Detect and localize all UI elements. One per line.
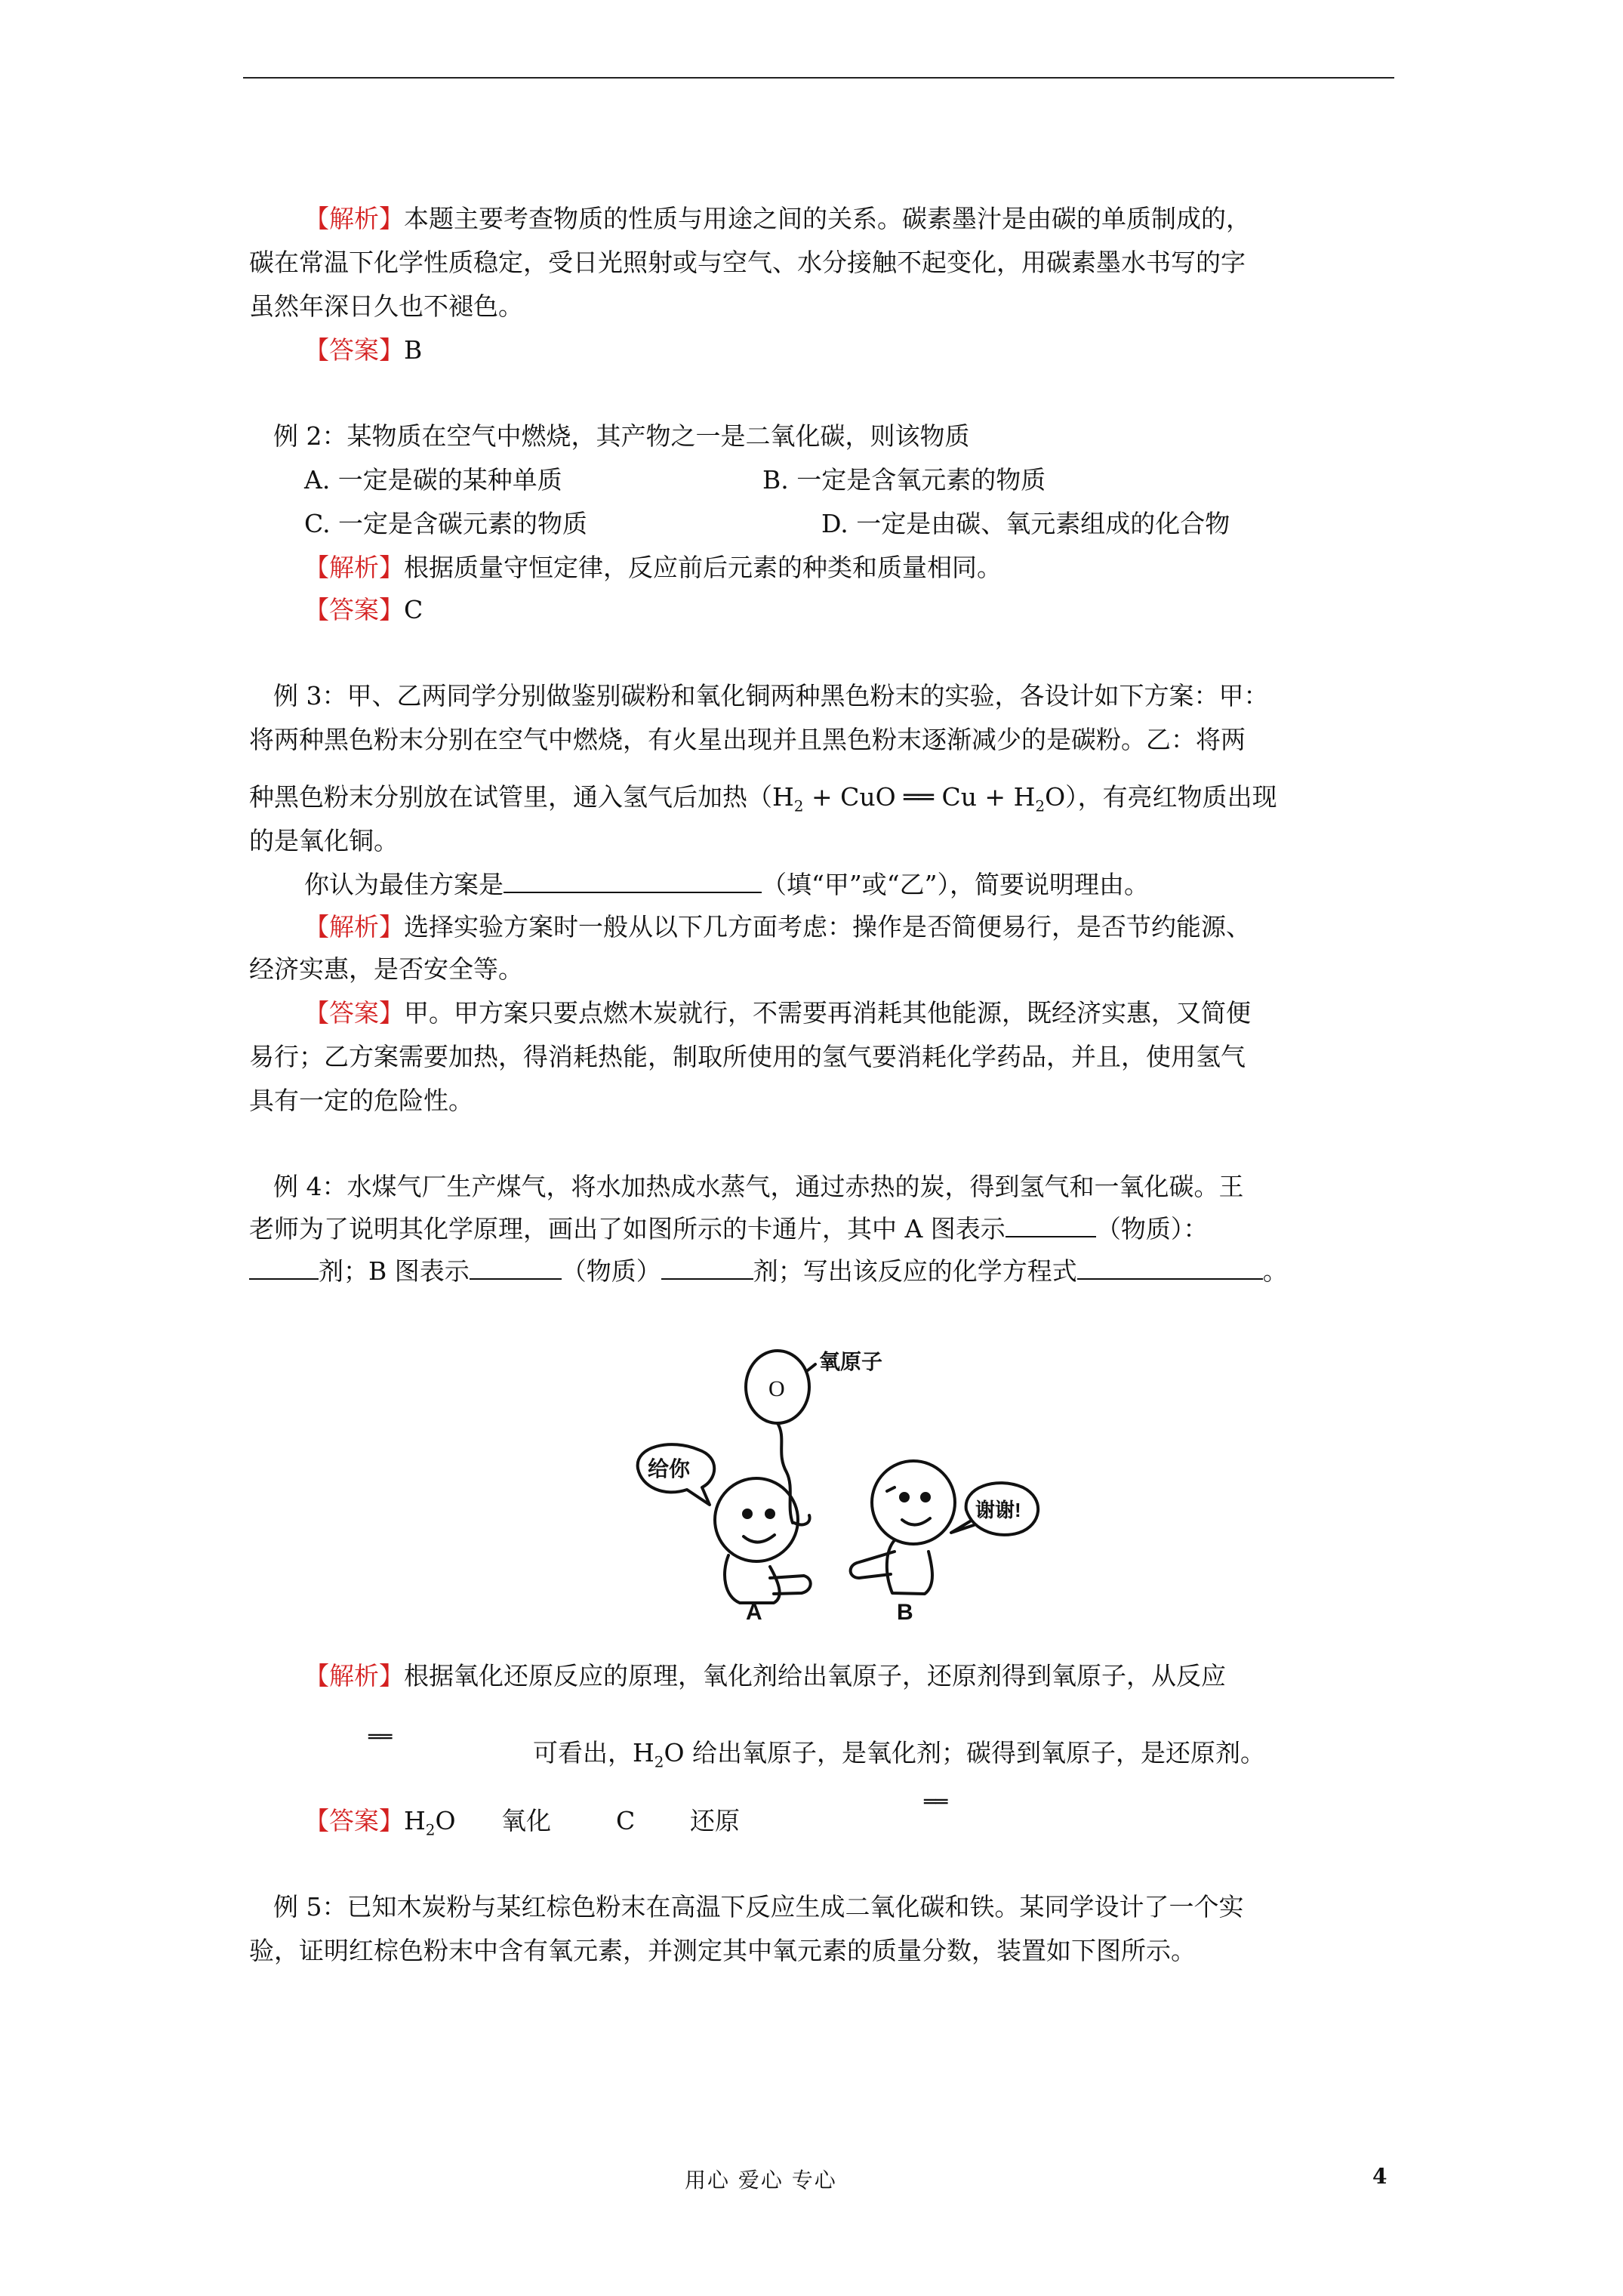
- give-you-label: 给你: [648, 1457, 691, 1481]
- ex3-question-line5: 你认为最佳方案是 （填“甲”或“乙”），简要说明理由。: [304, 870, 1149, 899]
- ex5-question-line1: 例 5：已知木炭粉与某红棕色粉末在高温下反应生成二氧化碳和铁。某同学设计了一个实: [273, 1892, 1244, 1922]
- figure-label-a: A: [746, 1600, 762, 1623]
- ex3-analysis-line2: 经济实惠，是否安全等。: [249, 954, 523, 984]
- ex3-question-line3: 种黑色粉末分别放在试管里，通入氢气后加热（$H_2$ + CuO ══ $Cu + H_2O$），有亮红物质出现: [249, 782, 1277, 815]
- ex4-answer-oxidizer: 氧化: [501, 1806, 551, 1835]
- ex1-analysis-line3: 虽然年深日久也不褪色。: [249, 291, 523, 321]
- thanks-label: 谢谢!: [975, 1499, 1021, 1521]
- character-a-head: [715, 1478, 798, 1561]
- ex4-answer-reducer: 还原: [690, 1806, 740, 1835]
- reaction-equals-sign: ══: [924, 1791, 948, 1814]
- ex1-analysis-line2: 碳在常温下化学性质稳定，受日光照射或与空气、水分接触不起变化，用碳素墨水书写的字: [249, 248, 1246, 277]
- fill-blank[interactable]: [661, 1256, 753, 1280]
- ex2-analysis: 【解析】根据质量守恒定律，反应前后元素的种类和质量相同。: [304, 553, 1002, 582]
- ex1-analysis-line1: 【解析】本题主要考查物质的性质与用途之间的关系。碳素墨汁是由碳的单质制成的，: [304, 204, 1251, 233]
- ex3-question-line1: 例 3：甲、乙两同学分别做鉴别碳粉和氧化铜两种黑色粉末的实验，各设计如下方案：甲：: [273, 681, 1269, 710]
- fill-blank[interactable]: [470, 1256, 562, 1280]
- cartoon-figure: [589, 1325, 1087, 1623]
- figure-label-b: B: [897, 1600, 913, 1623]
- ex2-option-c: C. 一定是含碳元素的物质: [304, 509, 588, 538]
- header-rule: [243, 77, 1394, 79]
- character-b-head: [872, 1461, 955, 1544]
- ex3-question-line2: 将两种黑色粉末分别在空气中燃烧，有火星出现并且黑色粉末逐渐减少的是碳粉。乙：将两: [249, 725, 1246, 754]
- answer-tag: 【答案】: [304, 998, 404, 1028]
- analysis-tag: 【解析】: [304, 912, 404, 942]
- ex2-question: 例 2：某物质在空气中燃烧，其产物之一是二氧化碳，则该物质: [273, 421, 970, 451]
- reaction-equals-sign: ══: [368, 1726, 393, 1749]
- ex4-question-line1: 例 4：水煤气厂生产煤气，将水加热成水蒸气，通过赤热的炭，得到氢气和一氧化碳。王: [273, 1172, 1244, 1201]
- ex3-question-line4: 的是氧化铜。: [249, 826, 399, 855]
- analysis-tag: 【解析】: [304, 553, 404, 582]
- ex3-answer-line3: 具有一定的危险性。: [249, 1086, 473, 1115]
- ex4-analysis-line1: 【解析】根据氧化还原反应的原理，氧化剂给出氧原子，还原剂得到氧原子，从反应: [304, 1661, 1226, 1690]
- ex4-answer: 【答案】$H_2O$: [304, 1806, 456, 1839]
- ex4-question-line2: 老师为了说明其化学原理，画出了如图所示的卡通片，其中 A 图表示 （物质）：: [249, 1214, 1209, 1244]
- ex4-analysis-line2: 可看出，$H_2O$ 给出氧原子，是氧化剂；碳得到氧原子，是还原剂。: [533, 1738, 1266, 1771]
- ex3-answer-line2: 易行；乙方案需要加热，得消耗热能，制取所使用的氢气要消耗化学药品，并且，使用氢气: [249, 1042, 1246, 1071]
- fill-blank[interactable]: [249, 1256, 319, 1280]
- fill-blank[interactable]: [1006, 1213, 1096, 1237]
- ex1-answer: 【答案】B: [304, 335, 423, 365]
- oxygen-atom-label: 氧原子: [819, 1350, 883, 1373]
- ex2-option-d: D. 一定是由碳、氧元素组成的化合物: [821, 509, 1230, 538]
- oxygen-symbol: O: [768, 1376, 785, 1401]
- answer-tag: 【答案】: [304, 1806, 404, 1835]
- page-number: 4: [1372, 2164, 1387, 2189]
- analysis-tag: 【解析】: [304, 1661, 404, 1690]
- answer-tag: 【答案】: [304, 335, 404, 365]
- fill-blank[interactable]: [504, 869, 762, 893]
- analysis-tag: 【解析】: [304, 204, 404, 233]
- answer-tag: 【答案】: [304, 595, 404, 624]
- ex3-answer-line1: 【答案】甲。甲方案只要点燃木炭就行，不需要再消耗其他能源，既经济实惠，又简便: [304, 998, 1251, 1028]
- footer-text: 用心 爱心 专心: [685, 2168, 837, 2193]
- fill-blank[interactable]: [1077, 1256, 1263, 1280]
- ex2-answer: 【答案】C: [304, 595, 423, 624]
- ex4-question-line3: 剂；B 图表示 （物质） 剂；写出该反应的化学方程式 。: [249, 1255, 1288, 1288]
- ex3-analysis-line1: 【解析】选择实验方案时一般从以下几方面考虑：操作是否简便易行，是否节约能源、: [304, 912, 1251, 942]
- reaction-equals-sign: ══: [904, 782, 934, 812]
- ex5-question-line2: 验，证明红棕色粉末中含有氧元素，并测定其中氧元素的质量分数，装置如下图所示。: [249, 1936, 1196, 1965]
- ex2-option-b: B. 一定是含氧元素的物质: [762, 465, 1046, 495]
- ex4-answer-carbon: C: [616, 1806, 636, 1835]
- ex2-option-a: A. 一定是碳的某种单质: [304, 465, 562, 495]
